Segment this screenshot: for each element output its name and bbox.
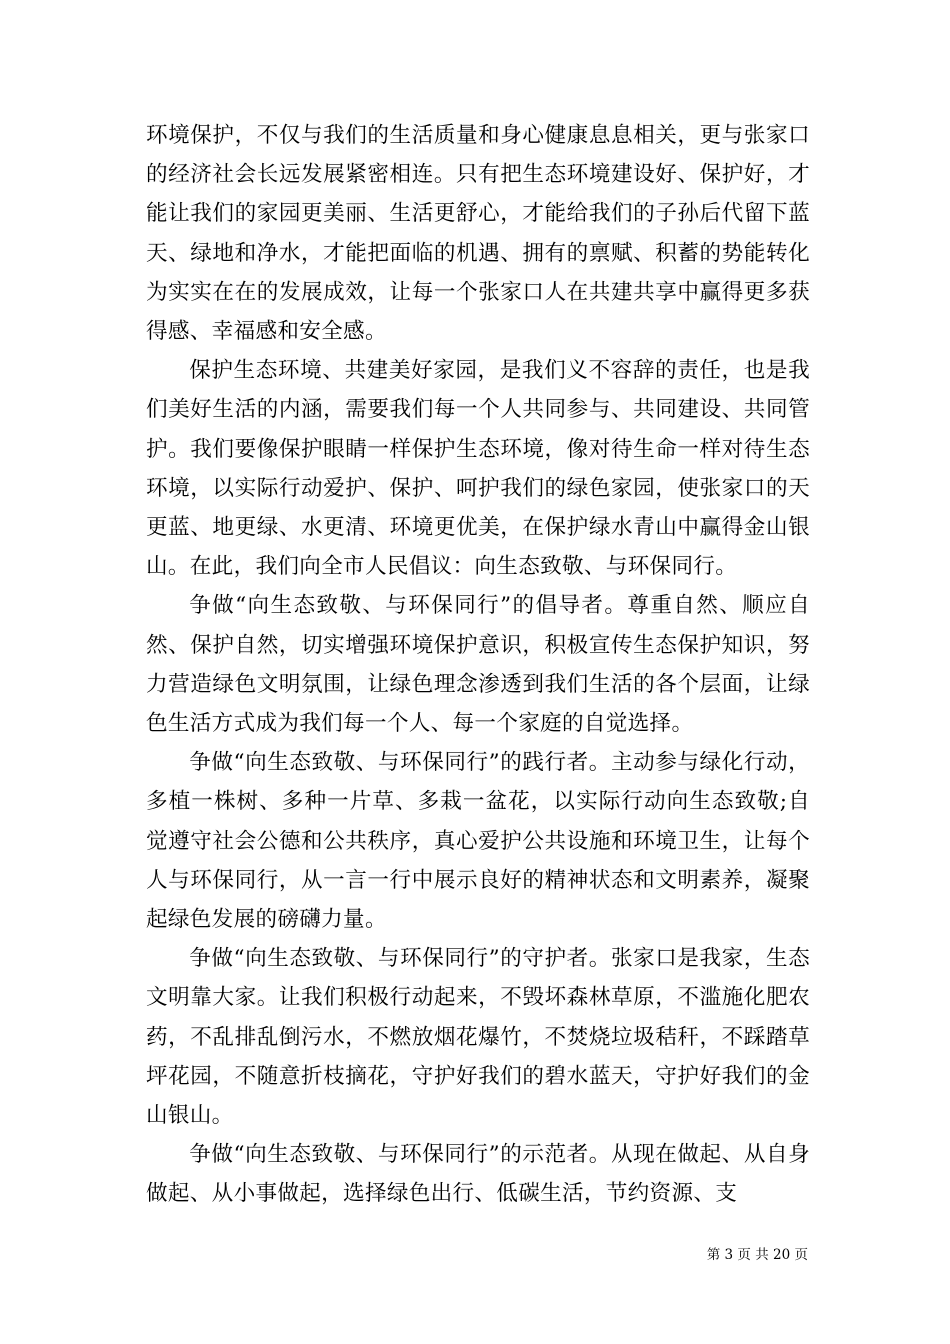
paragraph-6: 争做“向生态致敬、与环保同行”的示范者。从现在做起、从自身做起、从小事做起，选择绿色出行、低碳生活，节约资源、支 [146,1142,810,1207]
document-body [146,116,810,1214]
paragraph-2: 保护生态环境、共建美好家园，是我们义不容辞的责任，也是我们美好生活的内涵，需要我们每一个人共同参与、共同建设、共同管护。我们要像保护眼睛一样保护生态环境，像对待生命一样对待生态环境，以实际行动爱护、保护、呵护我们的绿色家园，使张家口的天更蓝、地更绿、水更清、环境更优美，在保护绿水青山中赢得金山银山。在此，我们向全市人民倡议：向生态致敬、与环保同行。 [146,358,810,580]
paragraph-3: 争做“向生态致敬、与环保同行”的倡导者。尊重自然、顺应自然、保护自然，切实增强环境保护意识，积极宣传生态保护知识，努力营造绿色文明氛围，让绿色理念渗透到我们生活的各个层面，让绿色生活方式成为我们每一个人、每一个家庭的自觉选择。 [146,593,810,737]
paragraph-1: 环境保护，不仅与我们的生活质量和身心健康息息相关，更与张家口的经济社会长远发展紧密相连。只有把生态环境建设好、保护好，才能让我们的家园更美丽、生活更舒心，才能给我们的子孙后代留下蓝天、绿地和净水，才能把面临的机遇、拥有的禀赋、积蓄的势能转化为实实在在的发展成效，让每一个张家口人在共建共享中赢得更多获得感、幸福感和安全感。 [146,123,810,345]
paragraph-4: 争做“向生态致敬、与环保同行”的践行者。主动参与绿化行动，多植一株树、多种一片草、多栽一盆花，以实际行动向生态致敬;自觉遵守社会公德和公共秩序，真心爱护公共设施和环境卫生，让每个人与环保同行，从一言一行中展示良好的精神状态和文明素养，凝聚起绿色发展的磅礴力量。 [146,750,810,933]
paragraph-5: 争做“向生态致敬、与环保同行”的守护者。张家口是我家，生态文明靠大家。让我们积极行动起来，不毁坏森林草原，不滥施化肥农药，不乱排乱倒污水，不燃放烟花爆竹，不焚烧垃圾秸秆，不踩踏草坪花园，不随意折枝摘花，守护好我们的碧水蓝天，守护好我们的金山银山。 [146,946,810,1129]
page-number-footer: 第 3 页 共 20 页 [706,1247,808,1263]
